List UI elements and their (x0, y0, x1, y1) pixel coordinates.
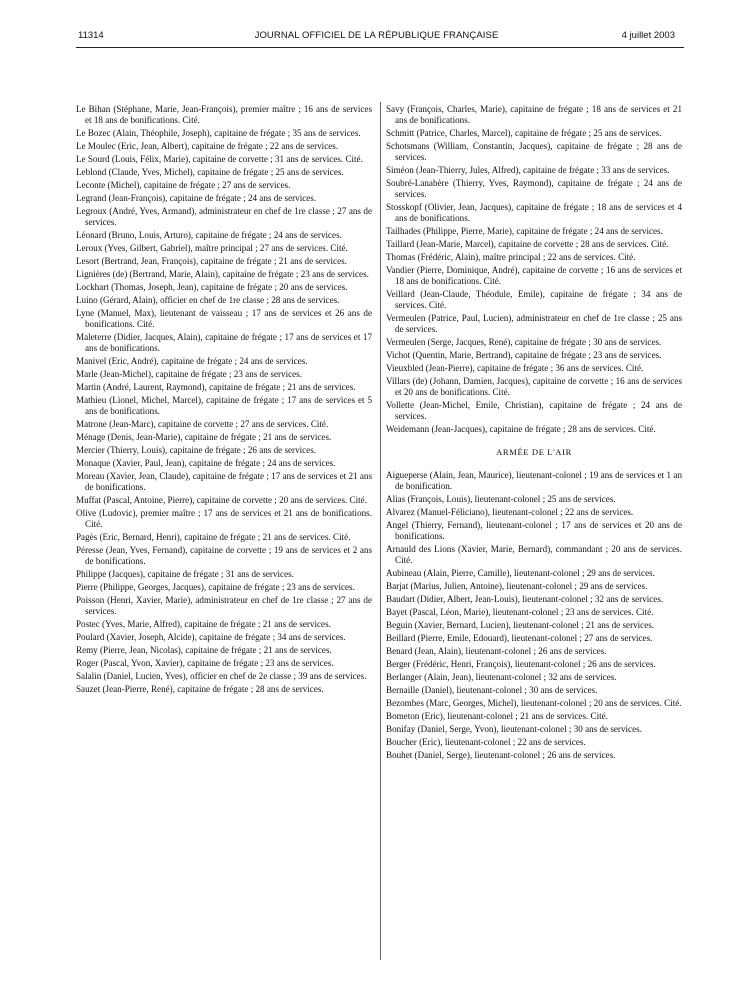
list-item: Luino (Gérard, Alain), officier en chef de 1re classe ; 28 ans de services. (76, 295, 340, 305)
list-item: Veillard (Jean-Claude, Théodule, Emile), capitaine de frégate ; 34 ans de services. Cité. (386, 289, 682, 310)
section-title-armee-de-lair: ARMÉE DE L'AIR (496, 447, 572, 457)
list-item: Taillard (Jean-Marie, Marcel), capitaine de corvette ; 28 ans de services. Cité. (386, 239, 669, 249)
right-column (386, 104, 682, 763)
list-item: Alvarez (Manuel-Féliciano), lieutenant-colonel ; 22 ans de services. (386, 507, 634, 517)
list-item: Péresse (Jean, Yves, Fernand), capitaine de corvette ; 19 ans de services et 2 ans de bonifications. (76, 545, 372, 566)
list-item: Legroux (André, Yves, Armand), administrateur en chef de 1re classe ; 27 ans de services. (76, 206, 372, 227)
list-item: Barjat (Marius, Julien, Antoine), lieutenant-colonel ; 29 ans de services. (386, 581, 648, 591)
list-item: Monaque (Xavier, Paul, Jean), capitaine de frégate ; 24 ans de services. (76, 458, 336, 468)
list-item: Salalin (Daniel, Lucien, Yves), officier en chef de 2e classe ; 39 ans de services. (76, 671, 367, 681)
list-item: Bouhet (Daniel, Serge), lieutenant-colonel ; 26 ans de services. (386, 750, 616, 760)
list-item: Leroux (Yves, Gilbert, Gabriel), maître principal ; 27 ans de services. Cité. (76, 243, 348, 253)
list-item: Bezombes (Marc, Georges, Michel), lieutenant-colonel ; 20 ans de services. Cité. (386, 698, 682, 708)
list-item: Schotsmans (William, Constantin, Jacques), capitaine de frégate ; 28 ans de services. (386, 141, 682, 162)
list-item: Bayet (Pascal, Léon, Marie), lieutenant-colonel ; 23 ans de services. Cité. (386, 607, 654, 617)
list-item: Poulard (Xavier, Joseph, Alcide), capitaine de frégate ; 34 ans de services. (76, 632, 346, 642)
list-item: Boucher (Eric), lieutenant-colonel ; 22 ans de services. (386, 737, 586, 747)
list-item: Pagès (Eric, Bernard, Henri), capitaine de frégate ; 21 ans de services. Cité. (76, 532, 351, 542)
list-item: Lockhart (Thomas, Joseph, Jean), capitaine de frégate ; 20 ans de services. (76, 282, 348, 292)
list-item: Alias (François, Louis), lieutenant-colonel ; 25 ans de services. (386, 494, 616, 504)
list-item: Martin (André, Laurent, Raymond), capitaine de frégate ; 21 ans de services. (76, 382, 356, 392)
list-item: Berlanger (Alain, Jean), lieutenant-colonel ; 32 ans de services. (386, 672, 617, 682)
list-item: Villars (de) (Johann, Damien, Jacques), capitaine de corvette ; 16 ans de services et 20 ans de bonifications. Cité. (386, 376, 682, 397)
list-item: Siméon (Jean-Thierry, Jules, Alfred), capitaine de frégate ; 33 ans de services. (386, 165, 670, 175)
list-item: Aigueperse (Alain, Jean, Maurice), lieutenant-colonel ; 19 ans de services et 1 an de bonification. (386, 470, 682, 491)
column-divider (380, 102, 381, 960)
list-item: Weidemann (Jean-Jacques), capitaine de frégate ; 28 ans de services. Cité. (386, 424, 656, 434)
list-item: Berger (Frédéric, Henri, François), lieutenant-colonel ; 26 ans de services. (386, 659, 656, 669)
list-item: Léonard (Bruno, Louis, Arturo), capitaine de frégate ; 24 ans de services. (76, 230, 342, 240)
list-item: Muffat (Pascal, Antoine, Pierre), capitaine de corvette ; 20 ans de services. Cité. (76, 495, 367, 505)
air-force-list (386, 470, 682, 761)
list-item: Aubineau (Alain, Pierre, Camille), lieutenant-colonel ; 29 ans de services. (386, 568, 655, 578)
list-item: Sauzet (Jean-Pierre, René), capitaine de frégate ; 28 ans de services. (76, 684, 324, 694)
list-item: Bonifay (Daniel, Serge, Yvon), lieutenant-colonel ; 30 ans de services. (386, 724, 642, 734)
page-number: 11314 (78, 30, 104, 41)
list-item: Vermeulen (Serge, Jacques, René), capitaine de frégate ; 30 ans de services. (386, 337, 662, 347)
header-rule (76, 47, 684, 48)
list-item: Vermeulen (Patrice, Paul, Lucien), administrateur en chef de 1re classe ; 25 ans de services. (386, 313, 682, 334)
page-header (0, 30, 753, 46)
list-item: Arnauld des Lions (Xavier, Marie, Bernard), commandant ; 20 ans de services. Cité. (386, 544, 682, 565)
list-item: Lignières (de) (Bertrand, Marie, Alain), capitaine de frégate ; 23 ans de services. (76, 269, 369, 279)
list-item: Benard (Jean, Alain), lieutenant-colonel ; 26 ans de services. (386, 646, 607, 656)
list-item: Ménage (Denis, Jean-Marie), capitaine de frégate ; 21 ans de services. (76, 432, 332, 442)
list-item: Manivel (Eric, André), capitaine de frégate ; 24 ans de services. (76, 356, 308, 366)
list-item: Leblond (Claude, Yves, Michel), capitaine de frégate ; 25 ans de services. (76, 167, 344, 177)
list-item: Poisson (Henri, Xavier, Marie), administrateur en chef de 1re classe ; 27 ans de services. (76, 595, 372, 616)
list-item: Soubré-Lanabère (Thierry, Yves, Raymond), capitaine de frégate ; 24 ans de services. (386, 178, 682, 199)
list-item: Vichot (Quentin, Marie, Bertrand), capitaine de frégate ; 23 ans de services. (386, 350, 662, 360)
list-item: Beguin (Xavier, Bernard, Lucien), lieutenant-colonel ; 21 ans de services. (386, 620, 655, 630)
list-item: Vieuxbled (Jean-Pierre), capitaine de frégate ; 36 ans de services. Cité. (386, 363, 644, 373)
list-item: Le Bihan (Stéphane, Marie, Jean-François), premier maître ; 16 ans de services et 18 ans de bonifications. Cité. (76, 104, 372, 125)
list-item: Remy (Pierre, Jean, Nicolas), capitaine de frégate ; 21 ans de services. (76, 645, 332, 655)
list-item: Vollette (Jean-Michel, Emile, Christian), capitaine de frégate ; 24 ans de services. (386, 400, 682, 421)
list-item: Tailhades (Philippe, Pierre, Marie), capitaine de frégate ; 24 ans de services. (386, 226, 663, 236)
list-item: Philippe (Jacques), capitaine de frégate ; 31 ans de services. (76, 569, 294, 579)
journal-title: JOURNAL OFFICIEL DE LA RÉPUBLIQUE FRANÇAISE (254, 30, 499, 41)
list-item: Pierre (Philippe, Georges, Jacques), capitaine de frégate ; 23 ans de services. (76, 582, 355, 592)
list-item: Thomas (Frédéric, Alain), maître principal ; 22 ans de services. Cité. (386, 252, 636, 262)
list-item: Stosskopf (Olivier, Jean, Jacques), capitaine de frégate ; 18 ans de services et 4 ans de bonifications. (386, 202, 682, 223)
list-item: Le Moulec (Eric, Jean, Albert), capitaine de frégate ; 22 ans de services. (76, 141, 339, 151)
list-item: Vandier (Pierre, Dominique, André), capitaine de corvette ; 16 ans de services et 18 ans de bonifications. Cité. (386, 265, 682, 286)
list-item: Baudart (Didier, Albert, Jean-Louis), lieutenant-colonel ; 32 ans de services. (386, 594, 664, 604)
list-item: Postec (Yves, Marie, Alfred), capitaine de frégate ; 21 ans de services. (76, 619, 331, 629)
list-item: Mathieu (Lionel, Michel, Marcel), capitaine de frégate ; 17 ans de services et 5 ans de bonifications. (76, 395, 372, 416)
list-item: Beillard (Pierre, Emile, Edouard), lieutenant-colonel ; 27 ans de services. (386, 633, 653, 643)
list-item: Legrand (Jean-François), capitaine de frégate ; 24 ans de services. (76, 193, 317, 203)
left-column (76, 104, 372, 697)
list-item: Moreau (Xavier, Jean, Claude), capitaine de frégate ; 17 ans de services et 21 ans de bonifications. (76, 471, 372, 492)
list-item: Angel (Thierry, Fernand), lieutenant-colonel ; 17 ans de services et 20 ans de bonifications. (386, 520, 682, 541)
list-item: Matrone (Jean-Marc), capitaine de corvette ; 27 ans de services. Cité. (76, 419, 329, 429)
list-item: Mercier (Thierry, Louis), capitaine de frégate ; 26 ans de services. (76, 445, 317, 455)
list-item: Olive (Ludovic), premier maître ; 17 ans de services et 21 ans de bonifications. Cité. (76, 508, 372, 529)
list-item: Bernaille (Daniel), lieutenant-colonel ; 30 ans de services. (386, 685, 598, 695)
list-item: Savy (François, Charles, Marie), capitaine de frégate ; 18 ans de services et 21 ans de bonifications. (386, 104, 682, 125)
list-item: Bometon (Eric), lieutenant-colonel ; 21 ans de services. Cité. (386, 711, 608, 721)
list-item: Le Sourd (Louis, Félix, Marie), capitaine de corvette ; 31 ans de services. Cité. (76, 154, 363, 164)
list-item: Roger (Pascal, Yvon, Xavier), capitaine de frégate ; 23 ans de services. (76, 658, 334, 668)
list-item: Maleterre (Didier, Jacques, Alain), capitaine de frégate ; 17 ans de services et 17 ans de bonifications. (76, 332, 372, 353)
list-item: Schmitt (Patrice, Charles, Marcel), capitaine de frégate ; 25 ans de services. (386, 128, 662, 138)
navy-list-continued (386, 104, 682, 435)
list-item: Lesort (Bertrand, Jean, François), capitaine de frégate ; 21 ans de services. (76, 256, 347, 266)
list-item: Marle (Jean-Michel), capitaine de frégate ; 23 ans de services. (76, 369, 302, 379)
list-item: Le Bozec (Alain, Théophile, Joseph), capitaine de frégate ; 35 ans de services. (76, 128, 361, 138)
publication-date: 4 juillet 2003 (621, 30, 675, 41)
list-item: Leconte (Michel), capitaine de frégate ; 27 ans de services. (76, 180, 291, 190)
list-item: Lyne (Manuel, Max), lieutenant de vaisseau ; 17 ans de services et 26 ans de bonifications. Cité. (76, 308, 372, 329)
